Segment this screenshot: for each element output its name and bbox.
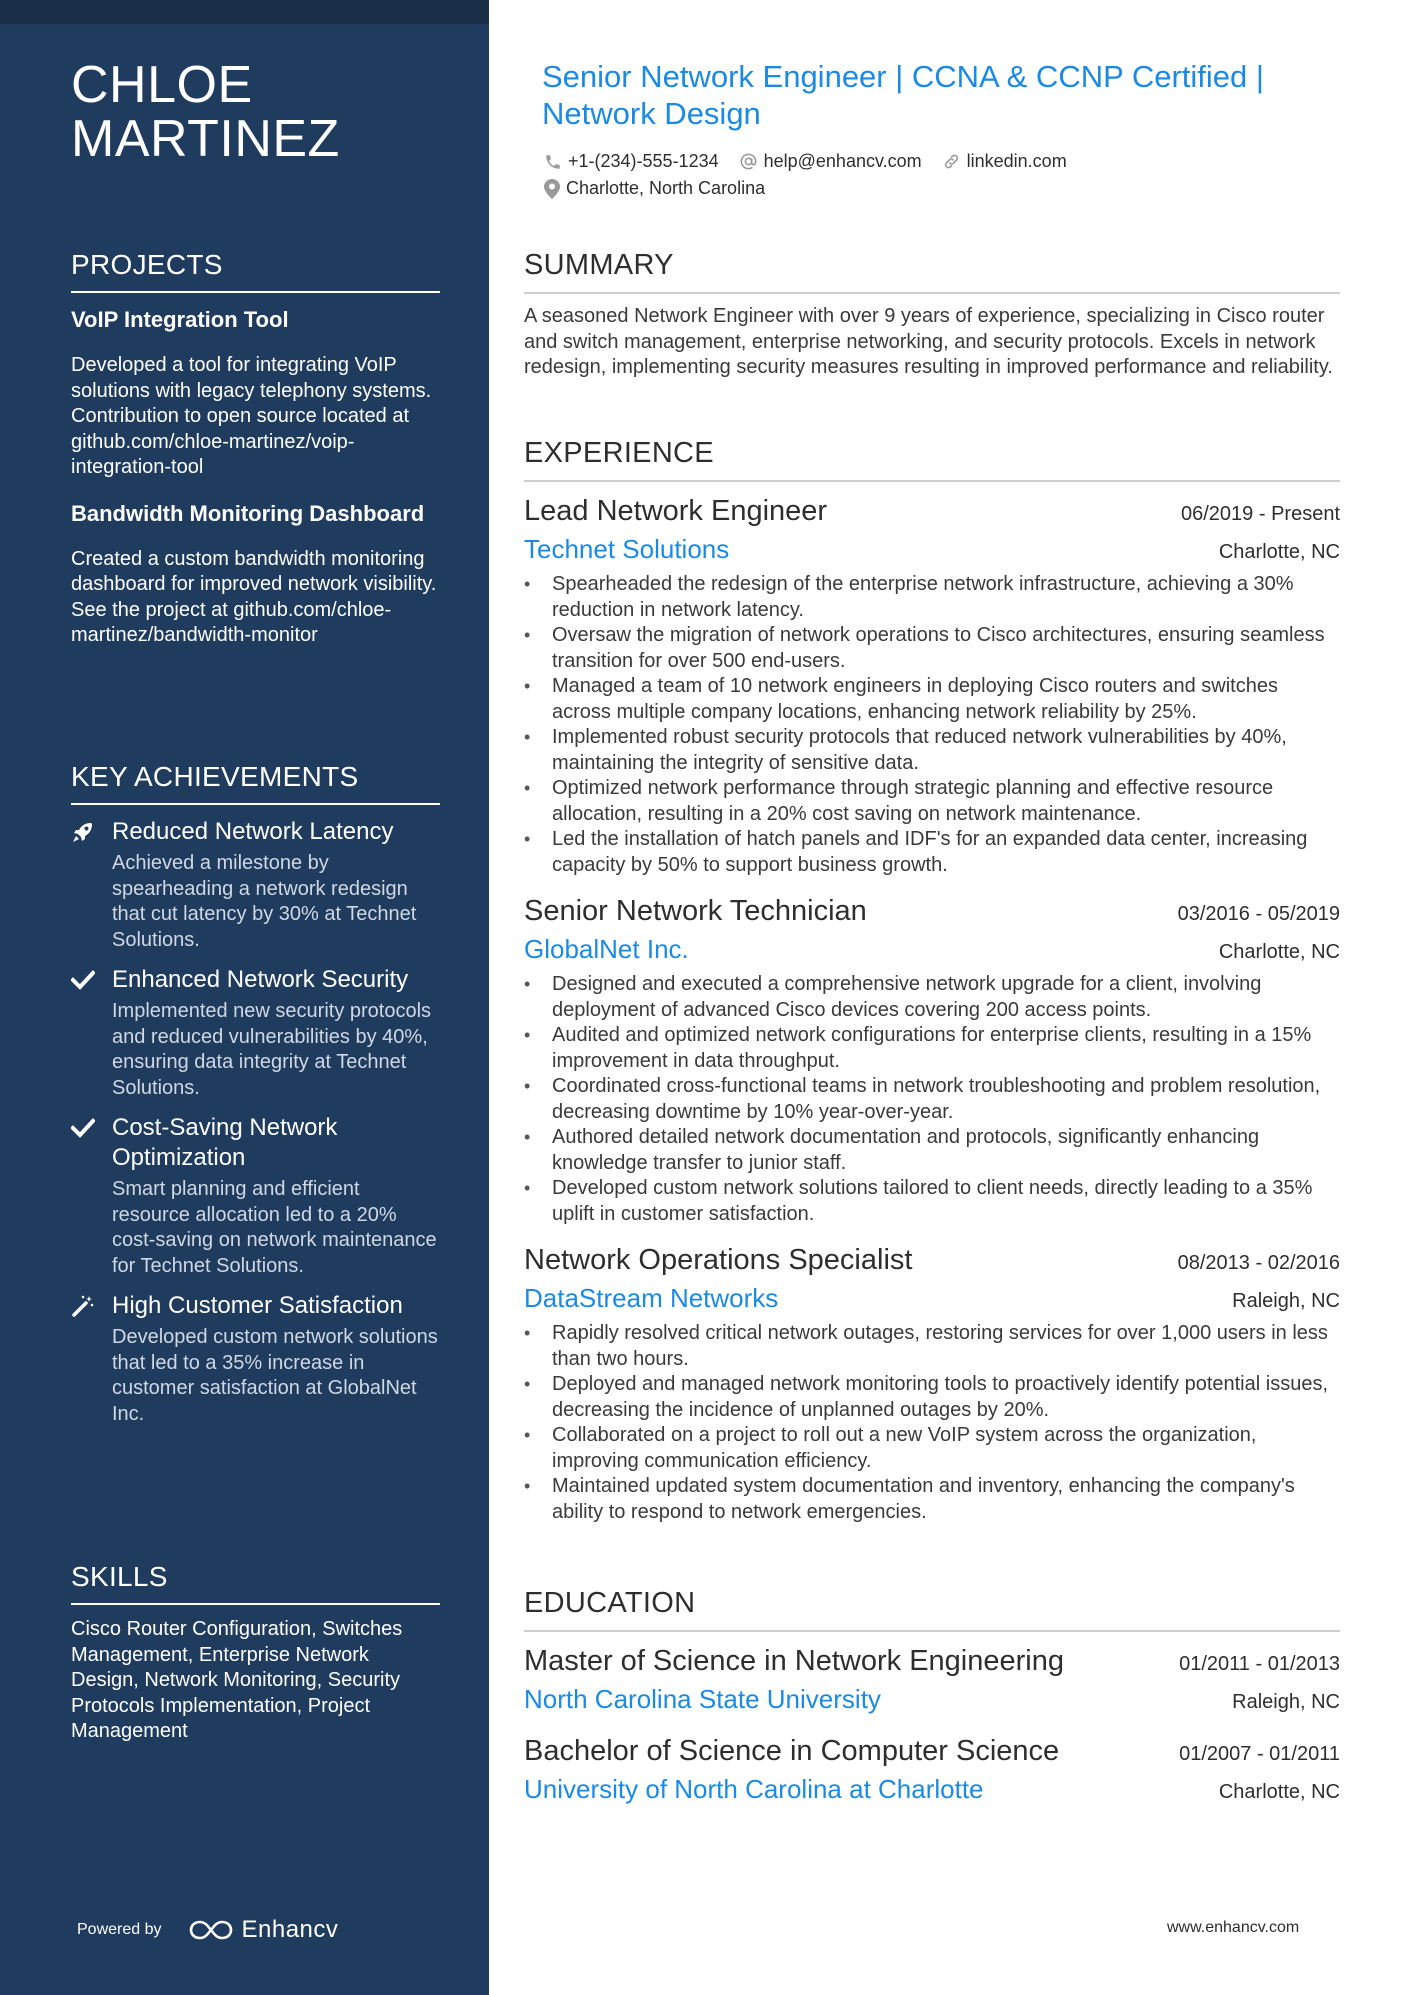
achievements-section: [71, 760, 440, 1427]
achievement-item: [71, 965, 440, 1101]
project-name: VoIP Integration Tool: [71, 307, 289, 332]
enhancv-brand: Enhancv: [241, 1916, 339, 1943]
project-item: [71, 499, 440, 649]
experience-heading: EXPERIENCE: [524, 436, 1340, 482]
school-name: University of North Carolina at Charlotte: [524, 1774, 984, 1804]
education-entry: [524, 1642, 1340, 1716]
job-location: Charlotte, NC: [1218, 941, 1340, 963]
job-bullet: • Optimized network performance through strategic planning and effective resource allocation, resulting in a 20% cost saving on network maintenance.: [524, 776, 1340, 827]
location-pin-icon: [544, 179, 560, 199]
sidebar-top-band: [0, 0, 489, 24]
education-heading: EDUCATION: [524, 1586, 1340, 1632]
job-entry: [524, 892, 1340, 1227]
at-icon: [739, 152, 758, 171]
candidate-name: CHLOE MARTINEZ: [71, 56, 340, 168]
school-name: North Carolina State University: [524, 1684, 881, 1714]
job-dates: 08/2013 - 02/2016: [1177, 1252, 1340, 1274]
headline: Senior Network Engineer | CCNA & CCNP Certified | Network Design: [542, 59, 1264, 131]
job-bullet: • Collaborated on a project to roll out a new VoIP system across the organization, improving communication efficiency.: [524, 1423, 1340, 1474]
skills-text: Cisco Router Configuration, Switches Management, Enterprise Network Design, Network Monitoring, Security Protocols Implementation, Project Management: [71, 1618, 403, 1742]
job-bullet: • Maintained updated system documentation and inventory, enhancing the company's ability to respond to network emergencies.: [524, 1474, 1340, 1525]
achievement-item: [71, 1113, 440, 1279]
degree: Bachelor of Science in Computer Science: [524, 1735, 1060, 1767]
linkedin-text: linkedin.com: [966, 151, 1067, 171]
achievement-description: Achieved a milestone by spearheading a network redesign that cut latency by 30% at Technet Solutions.: [112, 852, 417, 951]
check-icon: [71, 965, 97, 995]
project-description: Developed a tool for integrating VoIP solutions with legacy telephony systems. Contribution to open source located at github.com/chloe-martinez/voip-integration-tool: [71, 354, 432, 478]
job-bullet: • Implemented robust security protocols that reduced network vulnerabilities by 40%, maintaining the integrity of sensitive data.: [524, 725, 1340, 776]
achievement-title: High Customer Satisfaction: [112, 1292, 403, 1319]
job-bullets: [524, 1321, 1340, 1525]
achievement-title: Reduced Network Latency: [112, 818, 394, 845]
job-entry: [524, 1241, 1340, 1525]
contact-linkedin[interactable]: [942, 151, 1067, 172]
check-icon: [71, 1113, 97, 1143]
sidebar: [0, 0, 489, 1995]
education-section: [524, 1586, 1340, 1806]
job-title: Senior Network Technician: [524, 895, 867, 927]
email-text: help@enhancv.com: [763, 151, 922, 171]
powered-by-label: Powered by: [77, 1921, 162, 1938]
contact-info: [544, 148, 1324, 202]
enhancv-logo-icon: [188, 1918, 234, 1942]
experience-section: [524, 436, 1340, 1525]
project-item: [71, 305, 440, 481]
achievement-title: Enhanced Network Security: [112, 966, 409, 993]
job-company: GlobalNet Inc.: [524, 934, 689, 964]
skills-section: [71, 1560, 440, 1745]
contact-phone[interactable]: [544, 151, 719, 172]
job-bullet: • Rapidly resolved critical network outages, restoring services for over 1,000 users in less than two hours.: [524, 1321, 1340, 1372]
school-location: Charlotte, NC: [1218, 1781, 1340, 1803]
summary-heading: SUMMARY: [524, 248, 1340, 294]
job-bullet: • Authored detailed network documentation and protocols, significantly enhancing knowledge transfer to junior staff.: [524, 1125, 1340, 1176]
job-bullet: • Deployed and managed network monitoring tools to proactively identify potential issues, decreasing the incidence of unplanned outages by 20%.: [524, 1372, 1340, 1423]
degree: Master of Science in Network Engineering: [524, 1645, 1064, 1677]
achievement-description: Developed custom network solutions that led to a 35% increase in customer satisfaction at GlobalNet Inc.: [112, 1326, 438, 1425]
school-location: Raleigh, NC: [1232, 1691, 1340, 1713]
job-bullets: [524, 572, 1340, 878]
job-entry: [524, 492, 1340, 878]
achievement-description: Smart planning and efficient resource allocation led to a 20% cost-saving on network maintenance for Technet Solutions.: [112, 1178, 437, 1277]
job-bullet: • Designed and executed a comprehensive network upgrade for a client, involving deployment of advanced Cisco devices covering 200 access points.: [524, 972, 1340, 1023]
achievement-title: Cost-Saving Network Optimization: [112, 1114, 338, 1171]
skills-heading: SKILLS: [71, 1560, 440, 1605]
rocket-icon: [71, 817, 97, 847]
job-bullet: • Developed custom network solutions tailored to client needs, directly leading to a 35% uplift in customer satisfaction.: [524, 1176, 1340, 1227]
achievements-heading: KEY ACHIEVEMENTS: [71, 760, 440, 805]
powered-by: [77, 1916, 338, 1944]
job-bullet: • Audited and optimized network configurations for enterprise clients, resulting in a 15% improvement in data throughput.: [524, 1023, 1340, 1074]
job-bullets: [524, 972, 1340, 1227]
location-text: Charlotte, North Carolina: [566, 178, 766, 198]
job-location: Raleigh, NC: [1232, 1290, 1340, 1312]
achievement-item: [71, 1291, 440, 1427]
magic-wand-icon: [71, 1291, 97, 1321]
phone-icon: [544, 153, 562, 171]
link-icon: [942, 152, 961, 171]
job-title: Network Operations Specialist: [524, 1244, 913, 1276]
job-bullet: • Oversaw the migration of network operations to Cisco architectures, ensuring seamless transition for over 500 end-users.: [524, 623, 1340, 674]
projects-heading: PROJECTS: [71, 248, 440, 293]
contact-email[interactable]: [739, 151, 922, 172]
job-bullet: • Spearheaded the redesign of the enterprise network infrastructure, achieving a 30% reduction in network latency.: [524, 572, 1340, 623]
enhancv-logo[interactable]: [188, 1916, 339, 1944]
job-company: Technet Solutions: [524, 534, 730, 564]
job-company: DataStream Networks: [524, 1283, 779, 1313]
contact-location: [544, 178, 765, 199]
education-entry: [524, 1732, 1340, 1806]
job-bullet: • Managed a team of 10 network engineers in deploying Cisco routers and switches across multiple company locations, enhancing network reliability by 25%.: [524, 674, 1340, 725]
job-bullet: • Led the installation of hatch panels and IDF's for an expanded data center, increasing capacity by 50% to support business growth.: [524, 827, 1340, 878]
achievement-description: Implemented new security protocols and reduced vulnerabilities by 40%, ensuring data integrity at Technet Solutions.: [112, 1000, 432, 1099]
summary-section: [524, 248, 1340, 381]
summary-text: A seasoned Network Engineer with over 9 years of experience, specializing in Cisco router and switch management, enterprise networking, and security protocols. Excels in network redesign, implementing security measures resulting in improved performance and reliability.: [524, 305, 1333, 378]
job-dates: 06/2019 - Present: [1181, 503, 1340, 525]
education-dates: 01/2007 - 01/2011: [1179, 1743, 1340, 1765]
footer-website-link[interactable]: www.enhancv.com: [1167, 1919, 1300, 1936]
education-dates: 01/2011 - 01/2013: [1179, 1653, 1340, 1675]
job-dates: 03/2016 - 05/2019: [1177, 903, 1340, 925]
job-title: Lead Network Engineer: [524, 495, 828, 527]
projects-section: [71, 248, 440, 649]
achievement-item: [71, 817, 440, 953]
job-bullet: • Coordinated cross-functional teams in network troubleshooting and problem resolution, decreasing downtime by 10% year-over-year.: [524, 1074, 1340, 1125]
job-location: Charlotte, NC: [1218, 541, 1340, 563]
project-name: Bandwidth Monitoring Dashboard: [71, 500, 425, 526]
phone-text: +1-(234)-555-1234: [568, 151, 719, 171]
project-description: Created a custom bandwidth monitoring dashboard for improved network visibility. See the project at github.com/chloe-martinez/bandwidth-monitor: [71, 547, 437, 646]
